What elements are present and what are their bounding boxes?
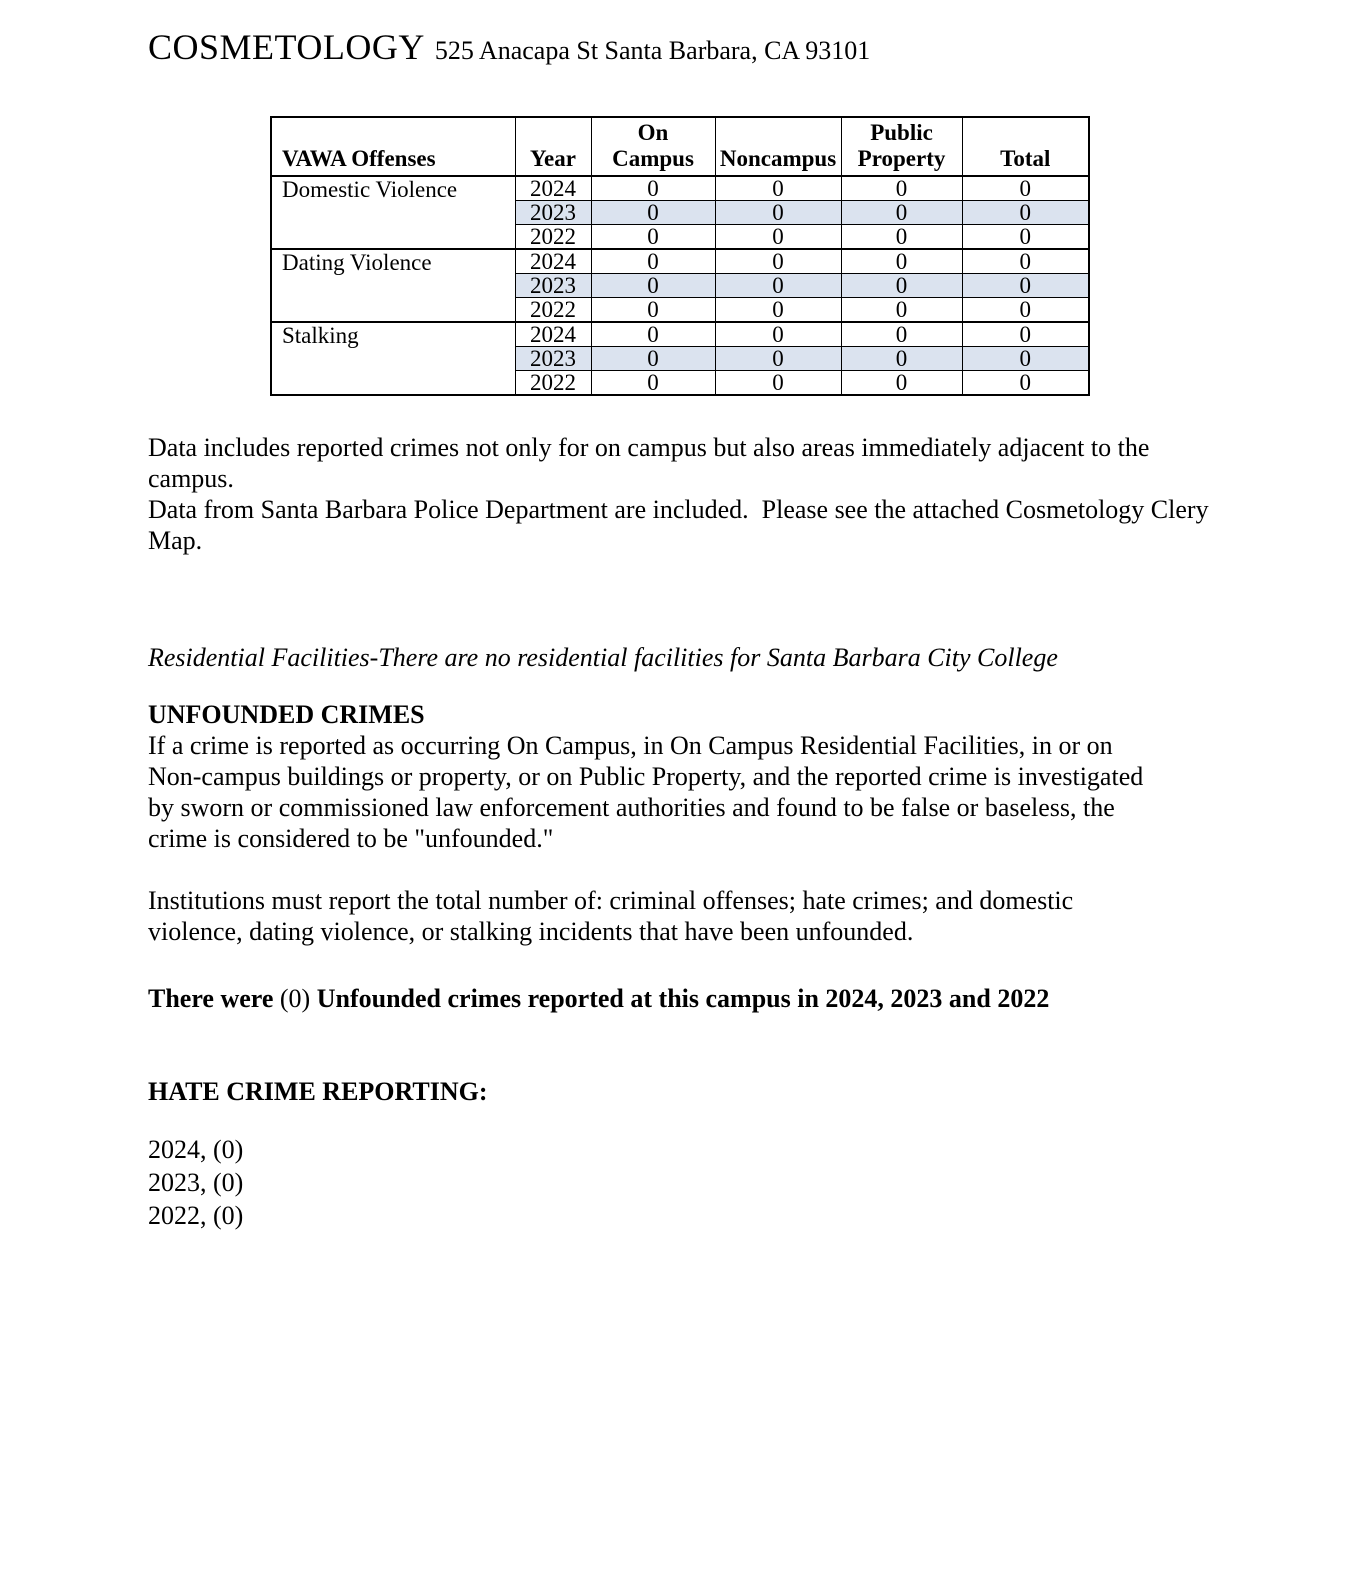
paragraph-line: by sworn or commissioned law enforcement authorities and found to be false or baseless, the [148,792,1115,822]
page-title: COSMETOLOGY [148,27,425,67]
total-cell: 0 [962,370,1089,395]
total-cell: 0 [962,322,1089,347]
noncampus-cell: 0 [715,249,841,274]
paragraph-line: Map. [148,525,203,555]
public-property-cell: 0 [841,370,962,395]
total-cell: 0 [962,176,1089,201]
on-campus-cell: 0 [591,249,715,274]
table-row [271,176,1089,201]
paragraph-line: violence, dating violence, or stalking incidents that have been unfounded. [148,916,914,946]
public-property-cell: 0 [841,322,962,347]
year-cell: 2022 [515,224,591,249]
hate-crime-year-list [148,1133,1220,1232]
on-campus-cell: 0 [591,176,715,201]
hate-crime-year-item: 2023, (0) [148,1167,244,1197]
table-row [271,322,1089,347]
on-campus-cell: 0 [591,224,715,249]
paragraph-line: crime is considered to be "unfounded." [148,823,554,853]
campus-address: 525 Anacapa St Santa Barbara, CA 93101 [434,36,871,65]
zero-count: (0) [279,983,311,1013]
document-header [148,26,1220,68]
total-cell: 0 [962,273,1089,297]
noncampus-cell: 0 [715,346,841,370]
public-property-cell: 0 [841,346,962,370]
col-header-noncampus: Noncampus [715,117,841,176]
col-header-year: Year [515,117,591,176]
year-cell: 2024 [515,176,591,201]
unfounded-summary-line: There were (0) Unfounded crimes reported at this campus in 2024, 2023 and 2022 [148,983,1050,1013]
public-property-cell: 0 [841,297,962,322]
hate-crime-heading: HATE CRIME REPORTING: [148,1076,488,1106]
year-cell: 2024 [515,249,591,274]
offense-domestic-violence: Domestic Violence [271,176,515,249]
year-cell: 2024 [515,322,591,347]
paragraph-line: Institutions must report the total number of: criminal offenses; hate crimes; and domestic [148,885,1074,915]
total-cell: 0 [962,297,1089,322]
noncampus-cell: 0 [715,322,841,347]
on-campus-cell: 0 [591,200,715,224]
paragraph-line: Data includes reported crimes not only for on campus but also areas immediately adjacent to the campus. [148,432,1156,493]
unfounded-definition-paragraph [148,730,1220,854]
on-campus-cell: 0 [591,346,715,370]
noncampus-cell: 0 [715,273,841,297]
total-cell: 0 [962,346,1089,370]
paragraph-line: Non-campus buildings or property, or on Public Property, and the reported crime is investigated [148,761,1144,791]
col-header-vawa-offenses: VAWA Offenses [271,117,515,176]
year-cell: 2023 [515,273,591,297]
total-cell: 0 [962,249,1089,274]
on-campus-cell: 0 [591,297,715,322]
hate-crime-year-item: 2022, (0) [148,1200,244,1230]
year-cell: 2023 [515,346,591,370]
vawa-offenses-table [270,116,1090,396]
total-cell: 0 [962,200,1089,224]
on-campus-cell: 0 [591,273,715,297]
noncampus-cell: 0 [715,176,841,201]
col-header-on-campus: On Campus [591,117,715,176]
public-property-cell: 0 [841,224,962,249]
hate-crime-year-item: 2024, (0) [148,1134,244,1164]
noncampus-cell: 0 [715,224,841,249]
year-cell: 2022 [515,297,591,322]
table-row [271,249,1089,274]
table-header-row [271,117,1089,176]
on-campus-cell: 0 [591,322,715,347]
data-note-paragraph [148,432,1220,556]
paragraph-line: Data from Santa Barbara Police Department are included. Please see the attached Cosmetology Clery [148,494,1209,524]
residential-facilities-note: Residential Facilities-There are no residential facilities for Santa Barbara City College [148,642,1058,672]
public-property-cell: 0 [841,200,962,224]
year-cell: 2023 [515,200,591,224]
offense-stalking: Stalking [271,322,515,395]
public-property-cell: 0 [841,176,962,201]
unfounded-reporting-paragraph [148,885,1220,947]
noncampus-cell: 0 [715,200,841,224]
total-cell: 0 [962,224,1089,249]
col-header-total: Total [962,117,1089,176]
unfounded-crimes-heading: UNFOUNDED CRIMES [148,699,425,729]
paragraph-line: If a crime is reported as occurring On Campus, in On Campus Residential Facilities, in or on [148,730,1113,760]
public-property-cell: 0 [841,249,962,274]
offense-dating-violence: Dating Violence [271,249,515,322]
col-header-public-property: Public Property [841,117,962,176]
public-property-cell: 0 [841,273,962,297]
noncampus-cell: 0 [715,297,841,322]
on-campus-cell: 0 [591,370,715,395]
noncampus-cell: 0 [715,370,841,395]
year-cell: 2022 [515,370,591,395]
